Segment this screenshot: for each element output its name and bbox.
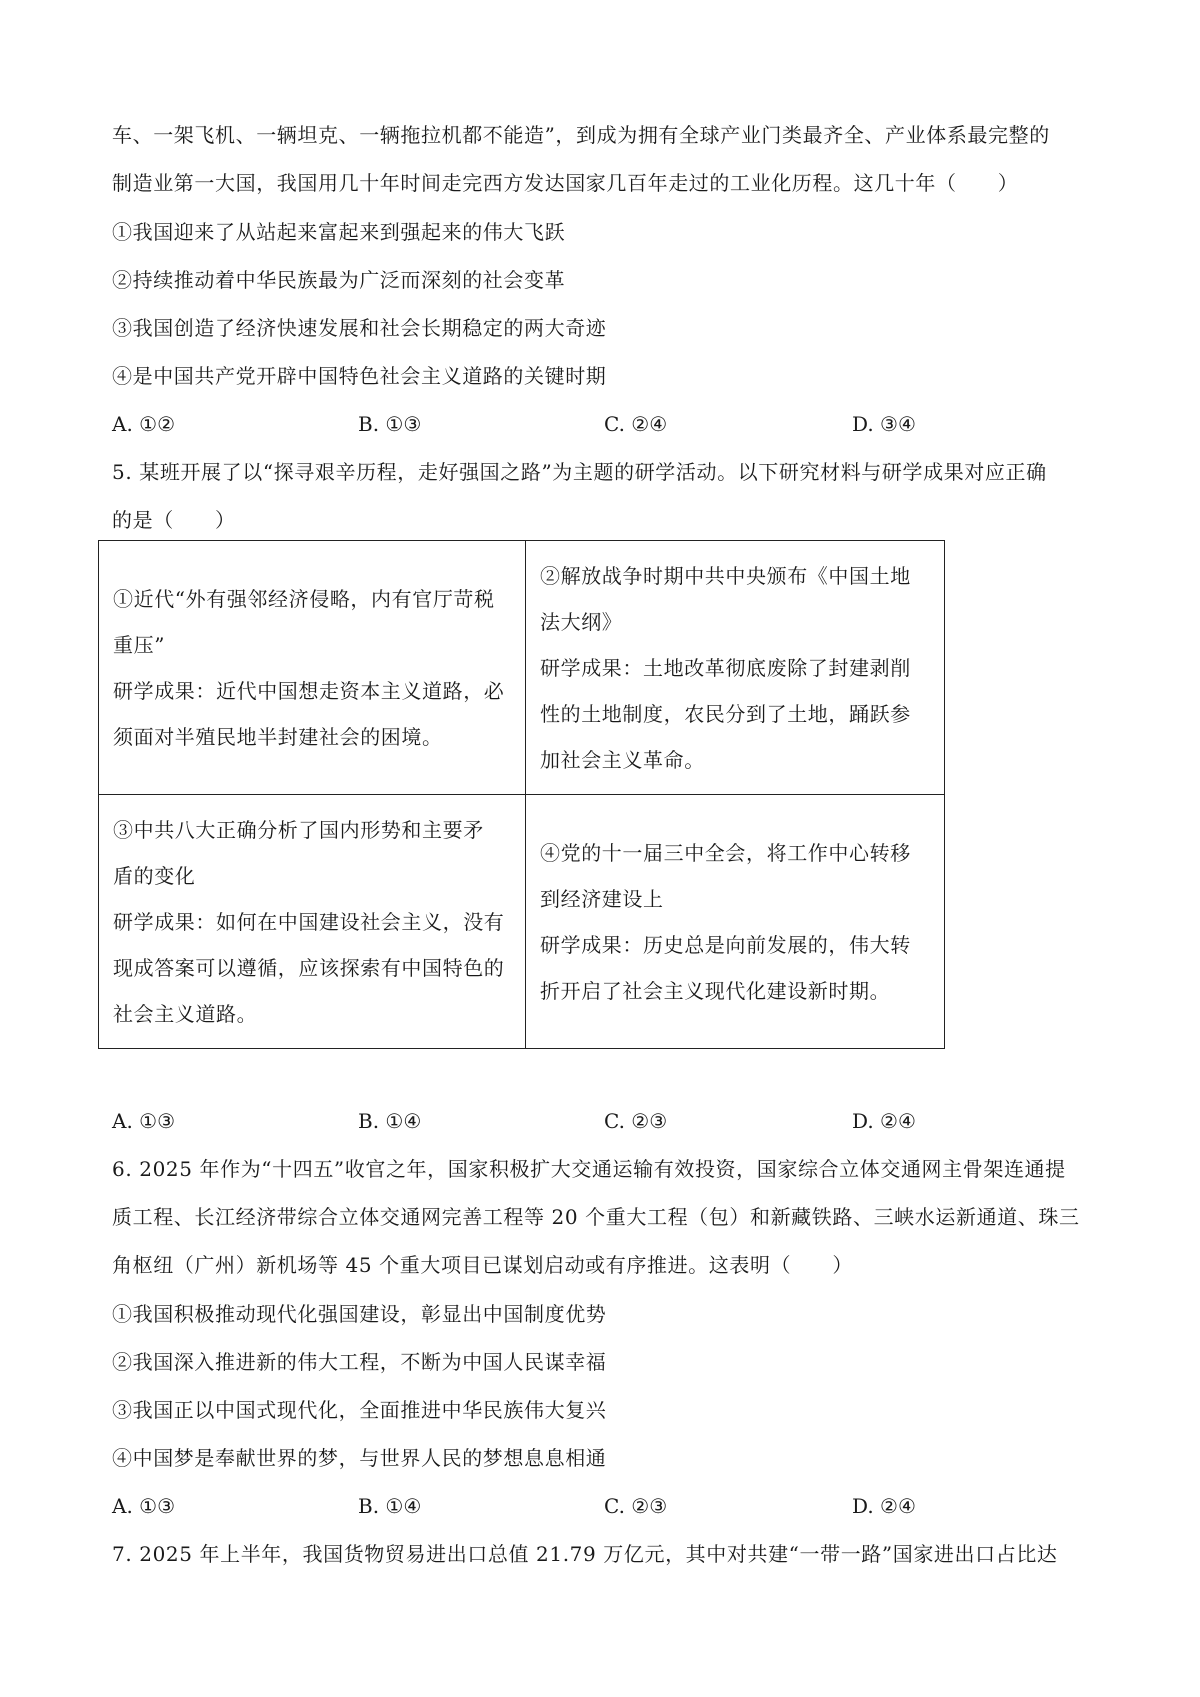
q5-options — [112, 1107, 1012, 1135]
q4-options — [112, 410, 1012, 438]
cell-4-line-2: 到经济建设上 — [540, 886, 664, 911]
table-row — [99, 541, 945, 795]
q6-stem-line-2: 质工程、长江经济带综合立体交通网完善工程等 20 个重大工程（包）和新藏铁路、三峡水运新通道、珠三 — [112, 1205, 1080, 1229]
q7-stem-line-1: 7. 2025 年上半年，我国货物贸易进出口总值 21.79 万亿元，其中对共建“一带一路”国家进出口占比达 — [112, 1542, 1058, 1566]
cell-2-line-5: 加社会主义革命。 — [540, 747, 705, 772]
research-cell-3 — [99, 795, 526, 1049]
cell-4-line-3: 研学成果：历史总是向前发展的，伟大转 — [540, 932, 911, 957]
q6-statement-2: ②我国深入推进新的伟大工程，不断为中国人民谋幸福 — [112, 1350, 607, 1374]
q6-statement-4: ④中国梦是奉献世界的梦，与世界人民的梦想息息相通 — [112, 1446, 607, 1470]
q4-statement-3: ③我国创造了经济快速发展和社会长期稳定的两大奇迹 — [112, 316, 607, 340]
research-cell-1 — [99, 541, 526, 795]
cell-3-line-1: ③中共八大正确分析了国内形势和主要矛 — [113, 817, 484, 842]
q6-option-b[interactable]: B. ①④ — [358, 1494, 422, 1518]
q4-option-a[interactable]: A. ①② — [112, 412, 176, 436]
q4-statement-4: ④是中国共产党开辟中国特色社会主义道路的关键时期 — [112, 364, 607, 388]
q5-option-d[interactable]: D. ②④ — [852, 1109, 916, 1133]
q4-option-d[interactable]: D. ③④ — [852, 412, 916, 436]
cell-4-line-4: 折开启了社会主义现代化建设新时期。 — [540, 978, 891, 1003]
q4-statement-2: ②持续推动着中华民族最为广泛而深刻的社会变革 — [112, 268, 566, 292]
cell-3-line-5: 社会主义道路。 — [113, 1001, 258, 1026]
q6-statement-3: ③我国正以中国式现代化，全面推进中华民族伟大复兴 — [112, 1398, 607, 1422]
cell-2-line-3: 研学成果：土地改革彻底废除了封建剥削 — [540, 655, 911, 680]
cell-4-line-1: ④党的十一届三中全会，将工作中心转移 — [540, 840, 911, 865]
table-row — [99, 795, 945, 1049]
cell-3-line-3: 研学成果：如何在中国建设社会主义，没有 — [113, 909, 505, 934]
q6-option-d[interactable]: D. ②④ — [852, 1494, 916, 1518]
q6-stem-line-1: 6. 2025 年作为“十四五”收官之年，国家积极扩大交通运输有效投资，国家综合立体交通网主骨架连通提 — [112, 1157, 1066, 1181]
q4-stem-line-1: 车、一架飞机、一辆坦克、一辆拖拉机都不能造”，到成为拥有全球产业门类最齐全、产业体系最完整的 — [112, 123, 1050, 147]
cell-2-line-4: 性的土地制度，农民分到了土地，踊跃参 — [540, 701, 911, 726]
q4-statement-1: ①我国迎来了从站起来富起来到强起来的伟大飞跃 — [112, 220, 566, 244]
q5-stem-line-2: 的是（ ） — [112, 508, 236, 532]
q5-option-b[interactable]: B. ①④ — [358, 1109, 422, 1133]
research-table — [98, 540, 945, 1049]
cell-3-line-2: 盾的变化 — [113, 863, 196, 888]
q5-option-c[interactable]: C. ②③ — [604, 1109, 668, 1133]
q6-option-a[interactable]: A. ①③ — [112, 1494, 176, 1518]
q4-option-c[interactable]: C. ②④ — [604, 412, 668, 436]
q4-stem-line-2: 制造业第一大国，我国用几十年时间走完西方发达国家几百年走过的工业化历程。这几十年（ ） — [112, 171, 1019, 195]
cell-1-line-2: 重压” — [113, 632, 166, 657]
cell-3-line-4: 现成答案可以遵循，应该探索有中国特色的 — [113, 955, 505, 980]
research-cell-4 — [526, 795, 945, 1049]
cell-1-line-1: ①近代“外有强邻经济侵略，内有官厅苛税 — [113, 586, 495, 611]
cell-1-line-4: 须面对半殖民地半封建社会的困境。 — [113, 724, 443, 749]
q5-option-a[interactable]: A. ①③ — [112, 1109, 176, 1133]
cell-1-line-3: 研学成果：近代中国想走资本主义道路，必 — [113, 678, 505, 703]
q5-stem-line-1: 5. 某班开展了以“探寻艰辛历程，走好强国之路”为主题的研学活动。以下研究材料与研学成果对应正确 — [112, 460, 1047, 484]
q4-option-b[interactable]: B. ①③ — [358, 412, 422, 436]
q6-statement-1: ①我国积极推动现代化强国建设，彰显出中国制度优势 — [112, 1302, 607, 1326]
cell-2-line-2: 法大纲》 — [540, 609, 623, 634]
cell-2-line-1: ②解放战争时期中共中央颁布《中国土地 — [540, 563, 911, 588]
q6-stem-line-3: 角枢纽（广州）新机场等 45 个重大项目已谋划启动或有序推进。这表明（ ） — [112, 1253, 853, 1277]
q6-options — [112, 1492, 1012, 1520]
research-cell-2 — [526, 541, 945, 795]
q6-option-c[interactable]: C. ②③ — [604, 1494, 668, 1518]
